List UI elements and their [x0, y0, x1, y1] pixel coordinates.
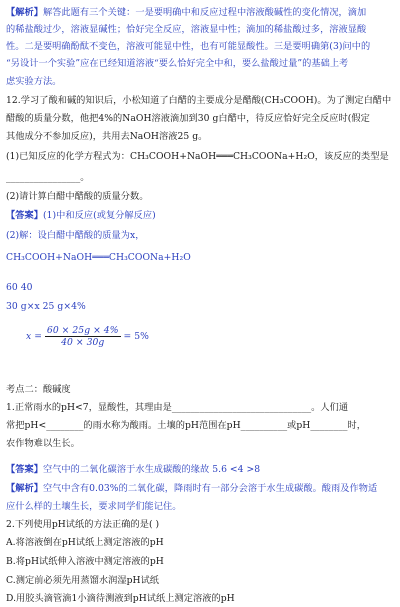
- formula-numerator: 60 × 25g × 4%: [46, 325, 119, 336]
- line-text: 空气中的二氧化碳溶于水生成碳酸的缘故 5.6 <4 >8: [42, 464, 261, 475]
- line-text: CH₃COOH+NaOH═══CH₃COONa+H₂O: [6, 252, 191, 263]
- text-line: [6, 482, 394, 496]
- line-text: (2)解：设白醋中醋酸的质量为x，: [6, 230, 145, 241]
- line-text: 2.下列使用pH试纸的方法正确的是( ): [6, 519, 160, 530]
- line-text: (2)请计算白醋中醋酸的质量分数。: [6, 191, 149, 202]
- line-text: 考点二：酸碱度: [6, 384, 71, 395]
- text-line: [6, 383, 394, 397]
- line-text: 解答此题有三个关键：一是要明确中和反应过程中溶液酸碱性的变化情况，滴加: [42, 7, 367, 18]
- text-line: [6, 419, 394, 433]
- line-text: (1)中和反应(或复分解反应): [42, 210, 156, 221]
- text-line: [6, 463, 394, 477]
- text-line: [6, 518, 394, 532]
- text-line: [6, 229, 394, 243]
- label-tag: 【解析】: [6, 7, 43, 18]
- line-text: 醋酸的质量分数，他把4%的NaOH溶液滴加到30 g白醋中，待反应恰好完全反应时(假定: [6, 113, 370, 124]
- line-text: 空气中含有0.03%的二氧化碳，降雨时有一部分会溶于水生成碳酸。酸雨及作物适: [42, 483, 378, 494]
- line-text: A.将溶液倒在pH试纸上测定溶液的pH: [6, 537, 164, 548]
- text-line: [6, 171, 394, 185]
- text-line: [6, 130, 394, 144]
- text-line: [6, 251, 394, 265]
- text-line: [6, 500, 394, 514]
- line-text: 1.正常雨水的pH<7，显酸性，其理由是______________________________。人们通: [6, 402, 349, 413]
- formula-fraction: [45, 325, 121, 348]
- text-line: [6, 592, 394, 606]
- line-text: 30 g×x 25 g×4%: [6, 301, 86, 312]
- text-line: [6, 150, 394, 164]
- formula-denominator: 40 × 30g: [61, 337, 105, 348]
- formula-lhs: x =: [26, 331, 45, 342]
- text-line: [6, 112, 394, 126]
- text-line: [6, 536, 394, 550]
- line-text: D.用胶头滴管滴1小滴待测液到pH试纸上测定溶液的pH: [6, 593, 235, 604]
- line-text: 虑实验方法。: [6, 76, 62, 87]
- label-tag: 【答案】: [6, 464, 43, 475]
- text-line: [6, 75, 394, 89]
- text-line: [6, 300, 394, 314]
- text-line: [6, 40, 394, 54]
- label-tag: 【答案】: [6, 210, 43, 221]
- line-text: 农作物难以生长。: [6, 438, 80, 449]
- line-text: 应什么样的土壤生长，要求同学们能记住。: [6, 501, 182, 512]
- text-line: [6, 209, 394, 223]
- line-text: 的稀盐酸过少，溶液显碱性；恰好完全反应，溶液显中性；滴加的稀盐酸过多，溶液显酸: [6, 24, 367, 35]
- line-text: ________________。: [6, 172, 90, 183]
- text-line: [6, 6, 394, 20]
- line-text: C.测定前必须先用蒸馏水润湿pH试纸: [6, 575, 160, 586]
- line-text: 其他成分不参加反应)，共用去NaOH溶液25 g。: [6, 131, 208, 142]
- line-text: 常把pH<________的雨水称为酸雨。土壤的pH范围在pH__________或pH________时，: [6, 420, 366, 431]
- line-text: “另设计一个实验”应在已经知道溶液“要么恰好完全中和，要么盐酸过量”的基础上考: [6, 58, 349, 69]
- formula-rhs: = 5%: [120, 331, 149, 342]
- line-text: B.将pH试纸伸入溶液中测定溶液的pH: [6, 556, 164, 567]
- formula: [26, 325, 400, 348]
- text-line: [6, 23, 394, 37]
- text-line: [6, 574, 394, 588]
- text-line: [6, 281, 394, 295]
- text-line: [6, 94, 394, 108]
- line-text: 12.学习了酸和碱的知识后，小松知道了白醋的主要成分是醋酸(CH₃COOH)。为了测定白醋中: [6, 95, 392, 106]
- line-text: (1)已知反应的化学方程式为：CH₃COOH+NaOH═══CH₃COONa+H₂O，该反应的类型是: [6, 151, 389, 162]
- line-text: 60 40: [6, 282, 33, 293]
- text-line: [6, 190, 394, 204]
- text-line: [6, 437, 394, 451]
- label-tag: 【解析】: [6, 483, 43, 494]
- text-line: [6, 555, 394, 569]
- line-text: 性。二是要明确酚酞不变色，溶液可能显中性，也有可能显酸性。三是要明确第(3)问中的: [6, 41, 371, 52]
- text-line: [6, 401, 394, 415]
- text-line: [6, 57, 394, 71]
